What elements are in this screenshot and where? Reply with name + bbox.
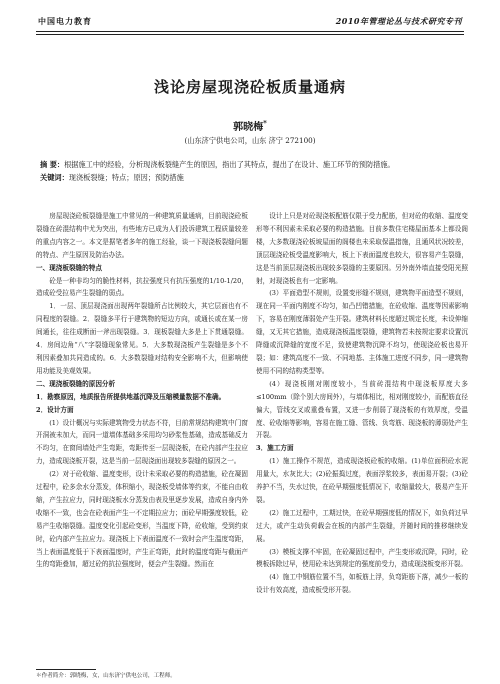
- body-column-left: [36, 210, 248, 571]
- abstract-block: [40, 158, 460, 184]
- abstract: [40, 158, 460, 171]
- abstract-text: 根据施工中的经验，分析现浇板裂缝产生的原因，指出了其特点，提出了在设计、施工环节的预防措施。: [64, 160, 395, 169]
- paragraph: 房屋现浇砼板裂缝是施工中常见的一种建筑质量通病，目前现浇砼板裂缝在砖混结构中尤为突出，有些地方已成为人们投诉建筑工程质量较差的重点内容之一。本文是据笔者多年的施工经验，谈一下现浇板裂缝问题的特点、产生原因及防治办法。: [36, 212, 248, 259]
- paragraph: 设计上只是对砼现浇板配筋仅限于受力配筋，但对砼的收缩、温度变形等不利因素未采取必要的构造措施。目前多数住宅楼屋面基本上都设阁楼，大多数现浇砼板坡屋面的阁楼也未采取保温措施，且通风状况较差，顶层现浇砼板受温度影响大，板上下表面温度也较大，很容易产生裂缝，这是当前顶层现浇板出现较多裂缝的主要原因。另外南外墙直接受阳光照射，对现浇板也有一定影响。: [256, 212, 468, 285]
- issue-title: 2010年管理论丛与技术研究专刊: [335, 16, 462, 26]
- author-name: 郭晓梅: [233, 122, 264, 133]
- paragraph: (1）设计概况与实际建筑物受力状态不符，目前常规结构建筑中门窗开洞被未加大，而同一道墙体基础多采用均匀砂浆性基础，造成基础反力不均匀，在窗间墙处产生弯距，弯距传至一层现浇板，在砼内部产生拉应力，造成现浇板开裂，这是当前一层现浇面出现较多裂缝的原因之一。: [36, 418, 248, 466]
- author-mark: *: [263, 118, 267, 128]
- paragraph: (2）施工过程中，工期过快，在砼早期强度低的情况下，如负荷过早过大，或产生动负荷载会在板的内部产生裂缝，并随时间的推移继续发展。: [256, 508, 468, 543]
- section-heading: 一、现浇板裂缝的特点: [36, 263, 102, 272]
- body-column-right: [256, 210, 468, 597]
- keywords-text: 现浇板裂缝；特点；原因；预防措施: [68, 173, 184, 182]
- paragraph: (4）现浇板刚对刚度较小，当前砖混结构中现浇板厚度大多≤100mm（除个别大房间外），与墙体相比，相对刚度较小，而配筋直径偏大，管线交叉或重叠布置，又进一步削弱了现浇板的有效厚度，受温度、砼收缩等影响，容易在施工缝、管线、负弯筋、现浇板的薄弱处产生开裂。: [256, 379, 468, 440]
- author-line: [0, 118, 500, 133]
- footnote-rule: [36, 669, 96, 670]
- keywords: [40, 171, 460, 184]
- header-rule-thin: [36, 34, 464, 35]
- paragraph: (2）对于砼收缩、温度变形，设计未采取必要的构造措施，砼在凝固过程中，砼多余水分蒸发，体积缩小，现浇板受墙体等约束，不能自由收缩，产生拉应力，同时现浇板水分蒸发由表及里逐步发展，造成自身内外收缩不一致，也会在砼表面产生一不定期拉应力；面砼早期强度较低，砼易产生收缩裂缝。温度变化引起砼变形，当温度下降，砼收缩，受到约束时，砼内部产生拉应力。现浇板上下表面温度不一致时会产生温度弯距，当上表面温度低于下表面温度时，产生正弯距，此时的温度弯距与截面产生的弯距叠加，超过砼的抗拉强度时，便会产生裂缝。然而在: [36, 470, 248, 569]
- paragraph: 砼是一种非均匀的脆性材料，抗拉强度只有抗压强度的1/10-1/20，造成砼受拉易产生裂缝的弱点。: [36, 276, 248, 298]
- section-heading: 2．设计方面: [36, 405, 74, 414]
- paragraph: (1）施工操作不规范，造成现浇板砼板的收缩。(1)单位面积砼水泥用量大，水灰比大；(2)砼振捣过度，表面浮浆较多，表面易开裂；(3)砼养护不当，失水过快，在砼早期强度低情况下，收缩量较大，极易产生开裂。: [256, 457, 468, 504]
- paragraph: (3）模板支撑不牢固，在砼凝固过程中，产生变形或沉降，同时，砼模板拆除过早，使用砼未达到规定的强度前受力，造成现浇板变形开裂。: [256, 547, 468, 569]
- paragraph: 1．一层、顶层现浇面出现两年裂缝所占比例较大，其它层面也有不同程度的裂缝。2．裂缝多平行于建筑物的短边方向，或通长或在某一房间通长，往往成断面一斧出现裂缝。3．现板裂缝大多是上下贯通裂缝。4．房间边角“八”字裂缝现象常见。5．大多数现浇板产生裂缝是多个不利因素叠加共同造成的。6．大多数裂缝对结构安全影响不大，但影响使用功能及美观效果。: [36, 302, 248, 375]
- footnote: ＊作者简介：郭晓梅，女，山东济宁供电公司，工程师。: [36, 673, 176, 679]
- keywords-label: 关键词：: [40, 173, 69, 182]
- section-heading: 1．勘察原因，地质报告所提供地基沉降及压缩模量数据不准确。: [36, 392, 226, 401]
- paragraph: (3）平面造型不规则，设置变形缝不规则，建筑物平面造型不规则，现在同一平面内刚度不均匀，如凸凹错措施，在砼收缩、温度等因素影响下，容易在刚度薄弱处产生开裂。建筑材料长度超过规定长度，未设伸缩缝，又无其它措施，造成现浇板温度裂缝，建筑物若未按规定要求设置沉降缝或沉降缝的宽度不足，致使建筑物沉降不均匀，使现浇砼板也易开裂；如：建筑高度不一致、不同地基、主体施工进度不同步，同一建筑物使用不同的结构类型等。: [256, 289, 468, 375]
- running-header: [38, 16, 462, 30]
- author-affiliation: (山东济宁供电公司，山东 济宁 272100): [184, 136, 316, 145]
- section-heading: 二、现浇板裂缝的原因分析: [36, 379, 116, 388]
- section-heading: 3．施工方面: [256, 444, 294, 453]
- abstract-label: 摘 要：: [40, 160, 65, 169]
- journal-name: 中国电力教育: [38, 16, 92, 26]
- paragraph: (4）施工中钢筋位置不当，如板筋上浮，负弯距筋下落，减少一板的设计有效高度，造成板受形开裂。: [256, 573, 468, 595]
- article-title: 浅论房屋现浇砼板质量通病: [153, 78, 346, 96]
- header-rule-thick: [36, 31, 464, 32]
